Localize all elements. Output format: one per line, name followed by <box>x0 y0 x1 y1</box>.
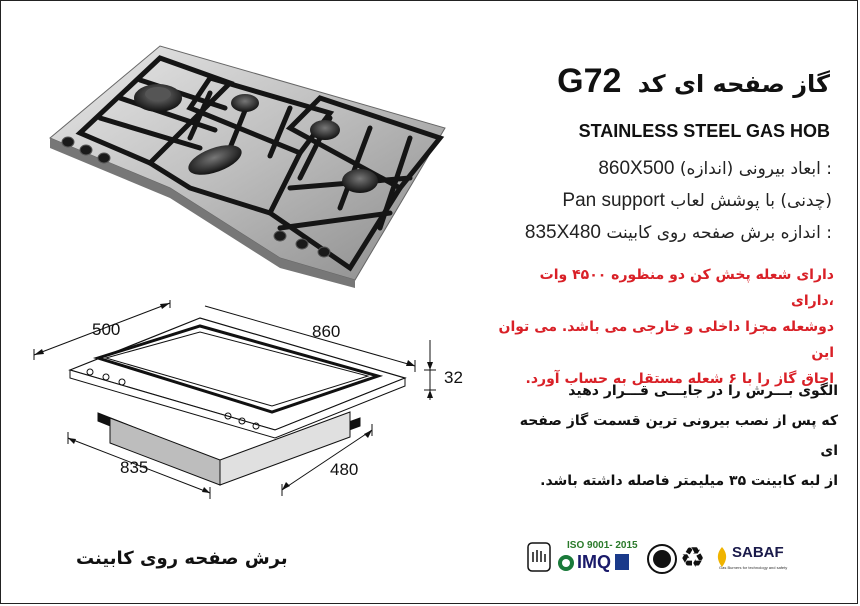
product-title-text: گاز صفحه ای کد <box>637 70 830 98</box>
spec-label: : اندازه برش صفحه روی کابینت <box>606 223 832 243</box>
installation-note-line: الگوی بـــرش را در جایـــی قـــرار دهید <box>568 383 838 399</box>
spec-value: Pan support <box>562 190 665 211</box>
burner-description-line: دارای شعله پخش کن دو منظوره ۴۵۰۰ وات ،دارای <box>539 267 834 309</box>
dimension-height: 32 <box>444 368 463 387</box>
spec-value: 835X480 <box>524 222 601 243</box>
imq-label: IMQ <box>577 552 611 572</box>
spec-cut-size <box>525 222 832 244</box>
hand-safety-icon <box>527 542 551 572</box>
gas-hob-photo <box>40 38 480 288</box>
recycle-icon: ♻ <box>680 541 706 574</box>
imq-mark-icon <box>557 554 575 572</box>
dimension-cut-depth: 480 <box>330 460 359 479</box>
iso-label: ISO 9001- 2015 <box>567 540 638 551</box>
dimension-width: 860 <box>312 322 341 341</box>
burner-description-line: دوشعله مجزا داخلی و خارجی می باشد. می توان این <box>498 319 834 361</box>
dimension-drawing <box>20 300 460 505</box>
spec-outer-size <box>598 158 832 180</box>
inet-certification-icon <box>647 544 677 574</box>
dimension-cut-width: 835 <box>120 458 149 477</box>
installation-note-line: از لبه کابینت ۳۵ میلیمتر فاصله داشته باشد. <box>540 473 838 489</box>
certification-logos <box>527 528 827 580</box>
product-code: G72 <box>557 62 622 100</box>
burner-description-line: اجاق گاز را با ۶ شعله مستقل به حساب آورد. <box>525 371 834 387</box>
product-subtitle: STAINLESS STEEL GAS HOB <box>578 121 830 141</box>
dimension-depth: 500 <box>92 320 121 339</box>
product-title <box>557 62 830 101</box>
installation-note-line: که پس از نصب بیرونی ترین قسمت گاز صفحه ای <box>519 413 838 459</box>
installation-note <box>508 376 838 496</box>
spec-label: : ابعاد بیرونی (اندازه) <box>679 159 832 179</box>
spec-value: 860X500 <box>598 158 675 179</box>
cut-caption: برش صفحه روی کابینت <box>76 548 288 569</box>
sabaf-label: SABAF <box>732 544 784 561</box>
sabaf-tagline: Gas Burners for technology and safety <box>719 565 788 570</box>
gas-mark-icon <box>615 554 629 570</box>
spec-pan-support <box>562 190 832 212</box>
spec-label: (چدنی) با پوشش لعاب <box>670 191 832 211</box>
burner-description <box>494 262 834 392</box>
